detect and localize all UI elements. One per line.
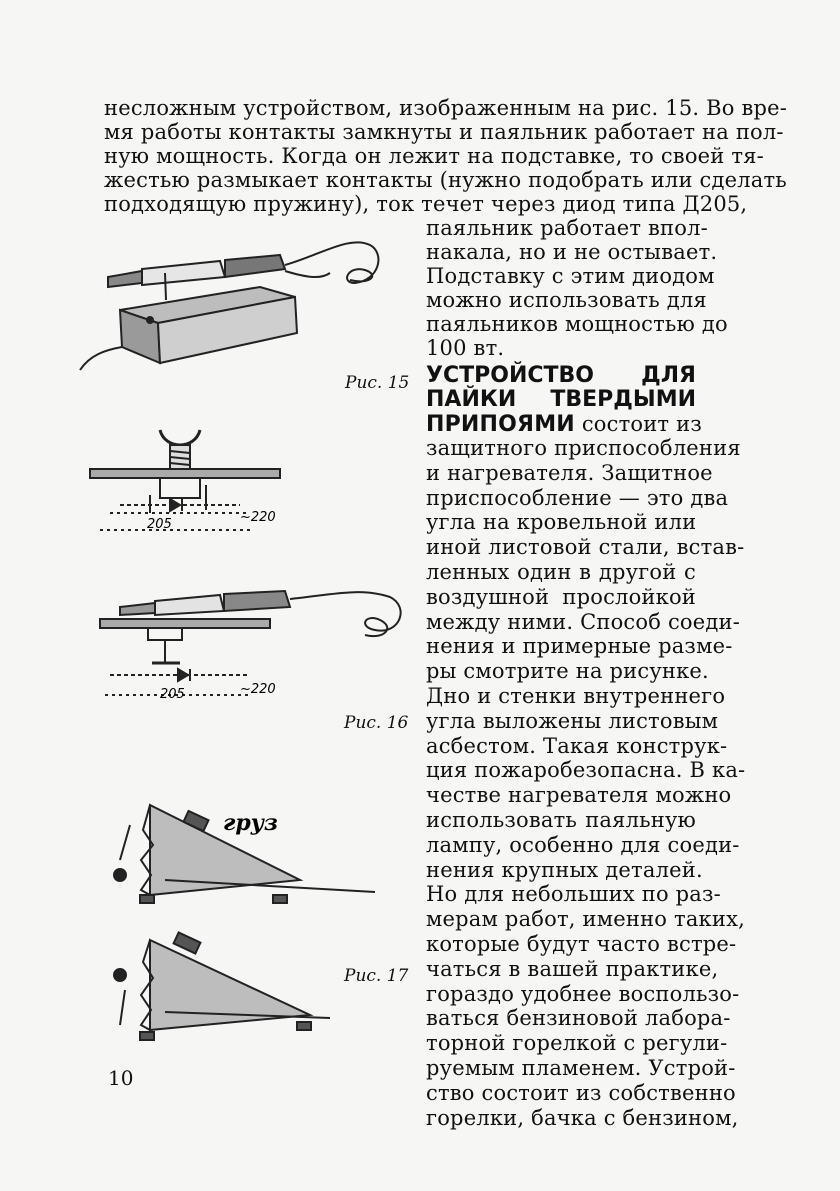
diode-label: 205 — [147, 517, 172, 532]
text-line: жестью размыкает контакты (нужно подобрать или сделать — [104, 168, 787, 192]
text-line: чаться в вашей практике, — [426, 956, 719, 981]
text-line: честве нагревателя можно — [426, 783, 732, 808]
text-line: Но для небольших по раз- — [426, 882, 721, 907]
text-line: нения и примерные разме- — [426, 634, 733, 659]
figure-15-illustration — [80, 225, 420, 385]
text-line: Дно и стенки внутреннего — [426, 684, 726, 708]
text-line: гораздо удобнее воспользо- — [426, 981, 740, 1006]
weight-label: груз — [223, 810, 278, 836]
text-line: мя работы контакты замкнуты и паяльник работает на пол- — [104, 120, 784, 144]
voltage-label: ~220 — [240, 510, 276, 525]
text-line: подходящую пружину), ток течет через диод типа Д205, — [104, 192, 748, 216]
voltage-label: ~220 — [240, 682, 276, 697]
text-line: приспособление — это два — [426, 485, 729, 510]
figure-16-caption: Рис. 16 — [344, 713, 409, 733]
figure-17-illustration — [105, 800, 395, 1050]
figure-16-diagram-top — [90, 425, 390, 545]
section-heading-last: ПРИПОЯМИ — [426, 412, 575, 437]
text-line: Подставку с этим диодом — [426, 264, 715, 288]
text-line: накала, но и не остывает. — [426, 240, 718, 264]
text-line: ленных один в другой с — [426, 560, 696, 584]
text-line: паяльник работает впол- — [426, 216, 708, 240]
text-line: горелки, бачка с бензином, — [426, 1105, 739, 1130]
text-line: угла выложены листовым — [426, 708, 719, 733]
text-line: ваться бензиновой лабора- — [426, 1006, 731, 1031]
text-line: руемым пламенем. Устрой- — [426, 1056, 736, 1080]
figure-17-caption: Рис. 17 — [344, 966, 409, 986]
text-line: паяльников мощностью до — [426, 312, 728, 336]
text-line: воздушной прослойкой — [426, 584, 696, 609]
text-line: несложным устройством, изображенным на рис. 15. Во вре- — [104, 96, 788, 120]
text-line: лампу, особенно для соеди- — [426, 832, 740, 857]
text-run: состоит из — [581, 412, 702, 436]
section-heading: УСТРОЙСТВО ДЛЯ — [426, 363, 696, 388]
text-line: ство состоит из собственно — [426, 1080, 736, 1105]
text-line: которые будут часто встре- — [426, 932, 737, 956]
page-number: 10 — [108, 1066, 134, 1090]
text-line: иной листовой стали, встав- — [426, 535, 745, 560]
text-line: ры смотрите на рисунке. — [426, 659, 709, 684]
text-line: 100 вт. — [426, 336, 505, 360]
text-line: защитного приспособления — [426, 436, 741, 460]
section-heading: ПАЙКИ ТВЕРДЫМИ — [426, 387, 696, 412]
text-line: можно использовать для — [426, 288, 707, 312]
text-line: ную мощность. Когда он лежит на подставке, то своей тя- — [104, 144, 764, 168]
text-line: между ними. Способ соеди- — [426, 609, 741, 634]
figure-16-diagram-bottom — [100, 585, 420, 715]
text-line: и нагревателя. Защитное — [426, 460, 713, 485]
text-line: угла на кровельной или — [426, 510, 697, 535]
text-line: ция пожаробезопасна. В ка- — [426, 758, 746, 783]
text-line: асбестом. Такая конструк- — [426, 733, 728, 758]
diode-label: 205 — [160, 687, 185, 702]
text-line: мерам работ, именно таких, — [426, 907, 746, 932]
text-line: использовать паяльную — [426, 808, 696, 832]
figure-15-caption: Рис. 15 — [345, 373, 410, 393]
heading-run-in-line — [426, 412, 702, 437]
text-line: торной горелкой с регули- — [426, 1031, 728, 1056]
text-line: нения крупных деталей. — [426, 857, 703, 882]
